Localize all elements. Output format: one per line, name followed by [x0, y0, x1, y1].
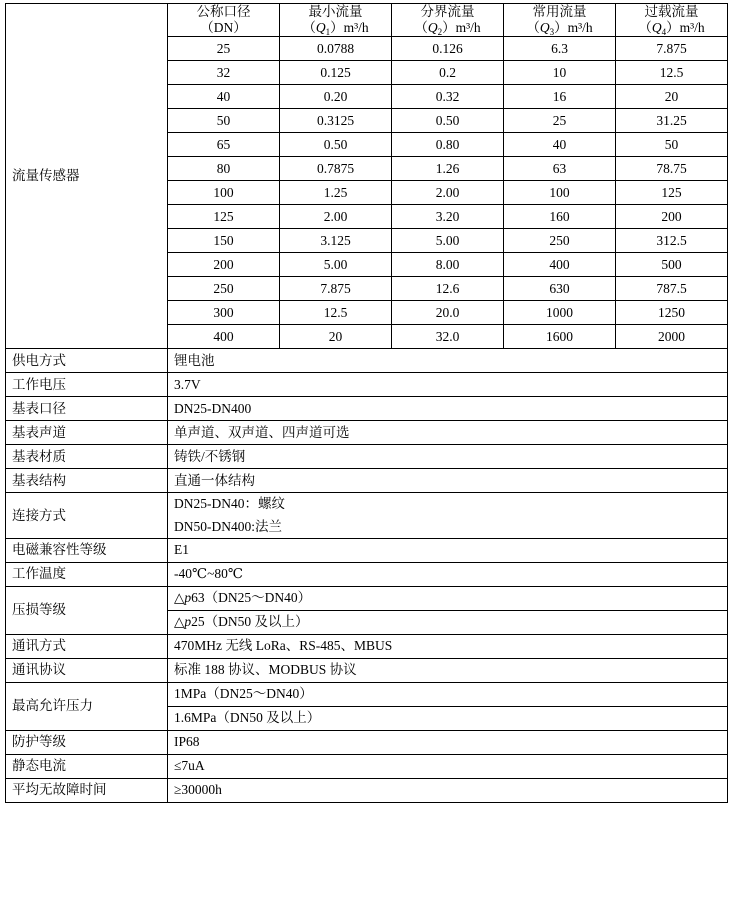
cell-q3: 16: [504, 85, 616, 109]
cell-q2: 0.32: [392, 85, 504, 109]
spec-label: 供电方式: [6, 349, 168, 373]
header-dn-line2: （DN）: [200, 20, 247, 36]
cell-q1: 0.0788: [280, 37, 392, 61]
spec-row-power-supply: [6, 349, 728, 373]
cell-q2: 32.0: [392, 325, 504, 349]
cell-q4: 78.75: [616, 157, 728, 181]
cell-q2: 8.00: [392, 253, 504, 277]
cell-dn: 65: [168, 133, 280, 157]
spec-sheet: [0, 3, 735, 902]
spec-label: 防护等级: [6, 730, 168, 754]
spec-value-line: DN25-DN40：螺纹: [174, 496, 285, 512]
spec-value: 锂电池: [168, 349, 728, 373]
cell-dn: 80: [168, 157, 280, 181]
cell-q3: 1000: [504, 301, 616, 325]
cell-q1: 5.00: [280, 253, 392, 277]
cell-q1: 7.875: [280, 277, 392, 301]
spec-label: 电磁兼容性等级: [6, 538, 168, 562]
cell-q1: 0.50: [280, 133, 392, 157]
header-q1: [280, 4, 392, 37]
spec-label: 压损等级: [6, 586, 168, 634]
spec-label: 工作电压: [6, 373, 168, 397]
cell-q2: 0.50: [392, 109, 504, 133]
cell-q2: 1.26: [392, 157, 504, 181]
table-header-row: [6, 4, 728, 37]
spec-value: 直通一体结构: [168, 469, 728, 493]
spec-row-protection-level: [6, 730, 728, 754]
cell-q2: 12.6: [392, 277, 504, 301]
spec-value: E1: [168, 538, 728, 562]
cell-dn: 200: [168, 253, 280, 277]
cell-q1: 0.3125: [280, 109, 392, 133]
header-dn-line1: 公称口径: [196, 4, 251, 19]
spec-label: 基表声道: [6, 421, 168, 445]
spec-row-emc-level: [6, 538, 728, 562]
specification-table: [5, 3, 728, 803]
cell-dn: 400: [168, 325, 280, 349]
sensor-label: 流量传感器: [12, 168, 80, 184]
cell-q3: 6.3: [504, 37, 616, 61]
spec-value: DN25-DN400: [168, 397, 728, 421]
cell-dn: 125: [168, 205, 280, 229]
cell-q4: 2000: [616, 325, 728, 349]
spec-label: 连接方式: [6, 493, 168, 539]
cell-dn: 50: [168, 109, 280, 133]
spec-value: 1MPa（DN25～DN40）: [168, 682, 728, 706]
spec-row-material: [6, 445, 728, 469]
spec-label: 基表结构: [6, 469, 168, 493]
spec-row-structure: [6, 469, 728, 493]
spec-label: 基表口径: [6, 397, 168, 421]
spec-row-pressure-loss-level-1: [6, 586, 728, 610]
cell-q4: 312.5: [616, 229, 728, 253]
spec-value: 1.6MPa（DN50 及以上）: [168, 706, 728, 730]
cell-q1: 12.5: [280, 301, 392, 325]
cell-q2: 20.0: [392, 301, 504, 325]
spec-value: △p25（DN50 及以上）: [168, 610, 728, 634]
spec-value: -40℃~80℃: [168, 562, 728, 586]
header-q4: [616, 4, 728, 37]
cell-q3: 40: [504, 133, 616, 157]
spec-label: 静态电流: [6, 754, 168, 778]
spec-label: 最高允许压力: [6, 682, 168, 730]
cell-q3: 400: [504, 253, 616, 277]
spec-value: △p63（DN25～DN40）: [168, 586, 728, 610]
header-q2-line1: 分界流量: [420, 4, 475, 19]
header-q3-line2: $(Q_3)m^3/h$: [526, 20, 593, 38]
cell-q1: 1.25: [280, 181, 392, 205]
header-q2: [392, 4, 504, 37]
cell-q4: 20: [616, 85, 728, 109]
cell-q4: 125: [616, 181, 728, 205]
spec-value: 铸铁/不锈钢: [168, 445, 728, 469]
sensor-label-cell: [6, 4, 168, 349]
cell-q3: 63: [504, 157, 616, 181]
spec-label: 通讯协议: [6, 658, 168, 682]
spec-label: 基表材质: [6, 445, 168, 469]
spec-row-mtbf: [6, 778, 728, 802]
header-q2-line2: $(Q_2)m^3/h$: [414, 20, 481, 38]
spec-row-caliber: [6, 397, 728, 421]
cell-q4: 7.875: [616, 37, 728, 61]
spec-row-working-temperature: [6, 562, 728, 586]
cell-q2: 2.00: [392, 181, 504, 205]
cell-q4: 787.5: [616, 277, 728, 301]
cell-q3: 1600: [504, 325, 616, 349]
header-q1-line1: 最小流量: [308, 4, 363, 19]
header-q4-line2: $(Q_4)m^3/h$: [638, 20, 705, 38]
cell-dn: 25: [168, 37, 280, 61]
header-dn: [168, 4, 280, 37]
cell-q1: 3.125: [280, 229, 392, 253]
spec-value: 单声道、双声道、四声道可选: [168, 421, 728, 445]
cell-q2: 0.80: [392, 133, 504, 157]
header-q3: [504, 4, 616, 37]
cell-q2: 0.2: [392, 61, 504, 85]
spec-value: 3.7V: [168, 373, 728, 397]
cell-q2: 3.20: [392, 205, 504, 229]
table-body: [6, 4, 728, 803]
header-q3-line1: 常用流量: [532, 4, 587, 19]
cell-q4: 1250: [616, 301, 728, 325]
cell-q2: 5.00: [392, 229, 504, 253]
cell-q3: 25: [504, 109, 616, 133]
spec-row-communication-mode: [6, 634, 728, 658]
cell-q3: 100: [504, 181, 616, 205]
spec-value: [168, 493, 728, 539]
cell-dn: 150: [168, 229, 280, 253]
cell-dn: 250: [168, 277, 280, 301]
cell-dn: 300: [168, 301, 280, 325]
spec-label: 工作温度: [6, 562, 168, 586]
cell-q1: 0.7875: [280, 157, 392, 181]
spec-value-line: DN50-DN400:法兰: [174, 518, 282, 534]
cell-q2: 0.126: [392, 37, 504, 61]
spec-value: IP68: [168, 730, 728, 754]
spec-row-communication-protocol: [6, 658, 728, 682]
spec-row-channels: [6, 421, 728, 445]
spec-row-static-current: [6, 754, 728, 778]
cell-q4: 31.25: [616, 109, 728, 133]
cell-dn: 32: [168, 61, 280, 85]
cell-q3: 160: [504, 205, 616, 229]
spec-value: 470MHz 无线 LoRa、RS-485、MBUS: [168, 634, 728, 658]
cell-dn: 100: [168, 181, 280, 205]
spec-label: 平均无故障时间: [6, 778, 168, 802]
cell-q1: 2.00: [280, 205, 392, 229]
spec-value: ≥30000h: [168, 778, 728, 802]
spec-value: 标准 188 协议、MODBUS 协议: [168, 658, 728, 682]
spec-label: 通讯方式: [6, 634, 168, 658]
cell-dn: 40: [168, 85, 280, 109]
spec-row-voltage: [6, 373, 728, 397]
cell-q3: 630: [504, 277, 616, 301]
spec-value: ≤7uA: [168, 754, 728, 778]
cell-q1: 0.20: [280, 85, 392, 109]
cell-q4: 500: [616, 253, 728, 277]
cell-q3: 250: [504, 229, 616, 253]
cell-q3: 10: [504, 61, 616, 85]
cell-q4: 200: [616, 205, 728, 229]
spec-row-connection: [6, 493, 728, 539]
cell-q1: 0.125: [280, 61, 392, 85]
cell-q1: 20: [280, 325, 392, 349]
cell-q4: 12.5: [616, 61, 728, 85]
spec-row-max-pressure-1: [6, 682, 728, 706]
header-q1-line2: $(Q_1)m^3/h$: [302, 20, 369, 38]
header-q4-line1: 过载流量: [644, 4, 699, 19]
cell-q4: 50: [616, 133, 728, 157]
